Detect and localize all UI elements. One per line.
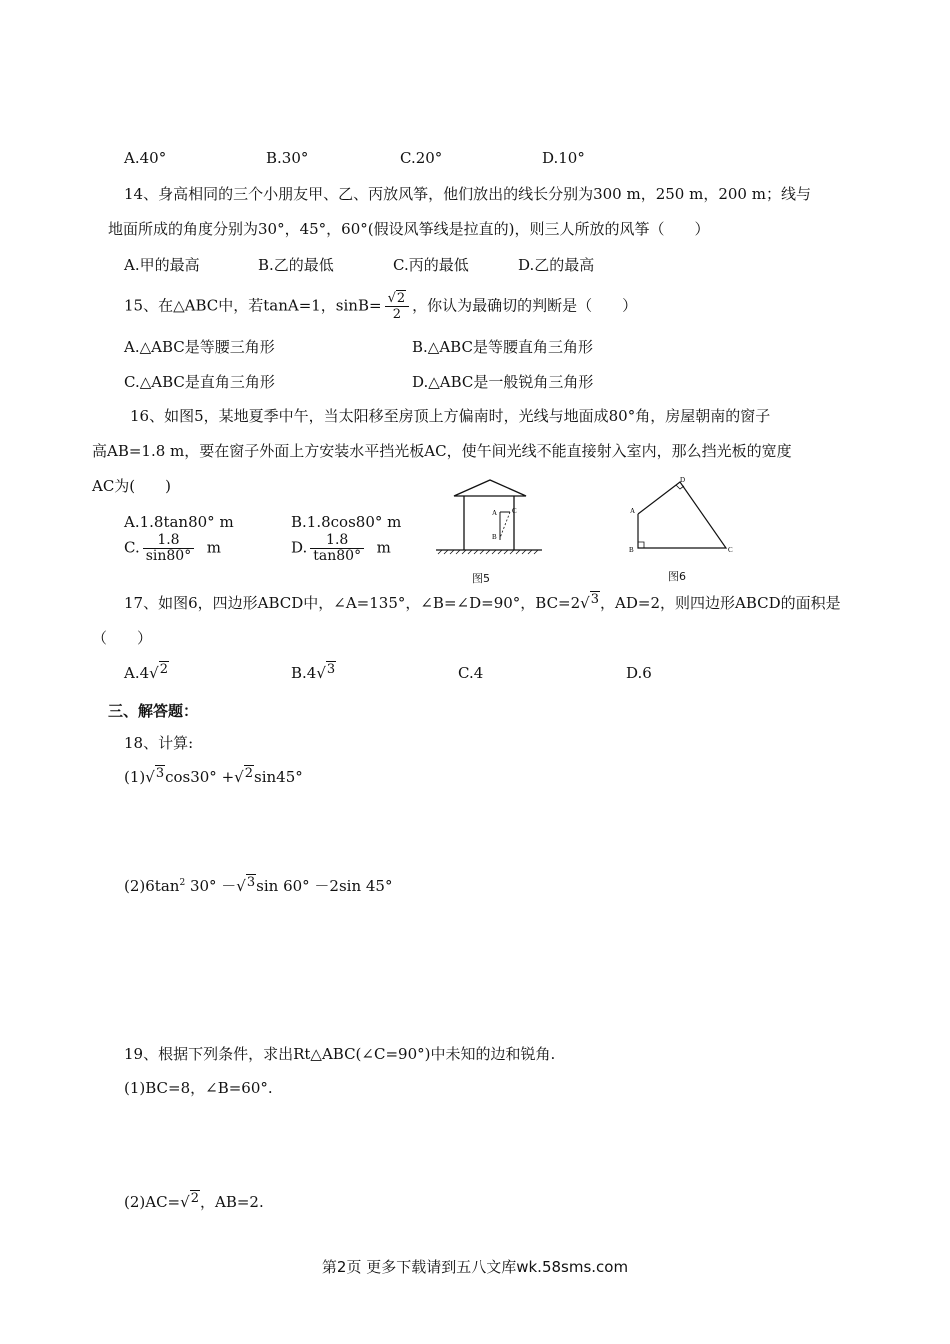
q15-option-c: C.△ABC是直角三角形 (124, 373, 275, 391)
q16-option-b: B.1.8cos80° m (291, 513, 402, 531)
q17-option-c: C.4 (458, 664, 484, 682)
q17-b-prefix: B.4 (291, 664, 317, 682)
q18-p2-prefix: (2)6tan (124, 877, 180, 895)
q15-prefix: 15、在△ABC中，若tanA=1，sinB= (124, 296, 382, 315)
q17-radicand: 3 (590, 592, 600, 607)
q15-stem (124, 291, 637, 322)
fig5-label-b: B (492, 533, 497, 541)
q18-p2-end: sin 60° －2sin 45° (256, 877, 393, 895)
fig6-label-a: A (630, 507, 636, 515)
q14-option-b: B.乙的最低 (258, 256, 334, 274)
q14-option-c: C.丙的最低 (393, 256, 469, 274)
q16-option-d (291, 533, 391, 564)
q16-c-den: sin80° (145, 548, 192, 564)
q19-p2-suffix: ，AB=2. (199, 1193, 264, 1211)
q18-part1: (1)√3cos30° +√2sin45° (124, 766, 303, 786)
q19-p2-radicand: 2 (190, 1191, 199, 1206)
q19-part2: (2)AC=√2，AB=2. (124, 1191, 264, 1211)
section-heading: 三、解答题： (108, 702, 199, 720)
q16-line1: 16、如图5，某地夏季中午，当太阳移至房顶上方偏南时，光线与地面成80°角，房屋朝南的窗子 (130, 407, 771, 425)
q18-p2-exponent: 2 (179, 878, 186, 888)
q19-title: 19、根据下列条件，求出Rt△ABC(∠C=90°)中未知的边和锐角. (124, 1045, 556, 1063)
q14-option-a: A.甲的最高 (124, 256, 200, 274)
q14-line2: 地面所成的角度分别为30°，45°，60°(假设风筝线是拉直的)，则三人所放的风筝（ ） (108, 220, 710, 238)
q16-d-den: tan80° (313, 548, 362, 564)
q17-line1: 17、如图6，四边形ABCD中，∠A=135°，∠B=∠D=90°，BC=2√3，AD=2，则四边形ABCD的面积是 (124, 592, 841, 612)
q18-title: 18、计算: (124, 734, 194, 752)
q18-p1-prefix: (1) (124, 768, 146, 786)
q17-a-prefix: A.4 (124, 664, 150, 682)
q16-line3: AC为( ) (92, 477, 172, 495)
q16-d-unit: m (376, 538, 391, 557)
q17-option-b: B.4√3 (291, 662, 336, 682)
q18-p1-end: sin45° (254, 768, 303, 786)
q15-fraction: $\frac{√2}{2}$ (385, 291, 410, 322)
q17-b-radicand: 3 (326, 662, 336, 677)
q13-option-b: B.30° (266, 149, 309, 167)
figure-5-caption: 图5 (472, 572, 490, 585)
q16-c-unit: m (206, 538, 221, 557)
q17-option-a: A.4√2 (124, 662, 168, 682)
q16-option-c-label: C. (124, 538, 140, 557)
q17-line1-suffix: ，AD=2，则四边形ABCD的面积是 (600, 594, 841, 612)
q13-option-c: C.20° (400, 149, 443, 167)
figure-6-quadrilateral (624, 474, 744, 558)
q17-a-radicand: 2 (159, 662, 168, 677)
q16-option-a: A.1.8tan80° m (124, 513, 234, 531)
q15-frac-num: 2 (396, 291, 406, 306)
figure-6-caption: 图6 (668, 570, 686, 583)
q19-p2-prefix: (2)AC= (124, 1193, 181, 1211)
q15-option-a: A.△ABC是等腰三角形 (124, 338, 275, 356)
q16-option-c (124, 533, 221, 564)
q18-part2: $(2)6\tan^2$ 30° －√3sin 60° －2sin 45° (124, 875, 393, 895)
q17-line2: （ ） (92, 629, 153, 647)
q18-p1-rad1: 3 (155, 766, 165, 781)
q15-option-b: B.△ABC是等腰直角三角形 (412, 338, 593, 356)
q19-part1: (1)BC=8，∠B=60°. (124, 1079, 273, 1097)
q18-p2-radicand: 3 (246, 875, 256, 890)
page-footer: 第2页 更多下载请到五八文库wk.58sms.com (321, 1258, 629, 1276)
q16-option-c-fraction (143, 533, 195, 564)
q13-option-a: A.40° (124, 149, 167, 167)
q13-option-d: D.10° (542, 149, 585, 167)
q15-option-d: D.△ABC是一般锐角三角形 (412, 373, 594, 391)
fig6-label-d: D (680, 476, 686, 484)
q15-frac-den: 2 (392, 307, 401, 322)
q14-option-d: D.乙的最高 (518, 256, 595, 274)
fig5-label-a: A (492, 509, 498, 517)
fig6-label-b: B (629, 546, 634, 554)
q17-line1-prefix: 17、如图6，四边形ABCD中，∠A=135°，∠B=∠D=90°，BC=2 (124, 594, 581, 612)
q16-line2: 高AB=1.8 m，要在窗子外面上方安装水平挡光板AC，使午间光线不能直接射入室内，那么挡光板的宽度 (92, 442, 792, 460)
q18-p2-mid: 30° － (185, 877, 237, 895)
q16-option-d-fraction (310, 533, 364, 564)
q16-d-num: 1.8 (310, 533, 364, 549)
fig6-label-c: C (728, 546, 733, 554)
q14-line1: 14、身高相同的三个小朋友甲、乙、丙放风筝，他们放出的线长分别为300 m，250 m，200 m；线与 (124, 185, 811, 203)
q17-option-d: D.6 (626, 664, 652, 682)
q16-c-num: 1.8 (143, 533, 195, 549)
q18-p1-mid: cos30° + (165, 768, 235, 786)
fig5-label-c: C (512, 507, 517, 515)
q15-suffix: ，你认为最确切的判断是（ ） (412, 296, 638, 315)
figure-5-house (430, 474, 550, 558)
q18-p1-rad2: 2 (244, 766, 253, 781)
q16-option-d-label: D. (291, 538, 308, 557)
